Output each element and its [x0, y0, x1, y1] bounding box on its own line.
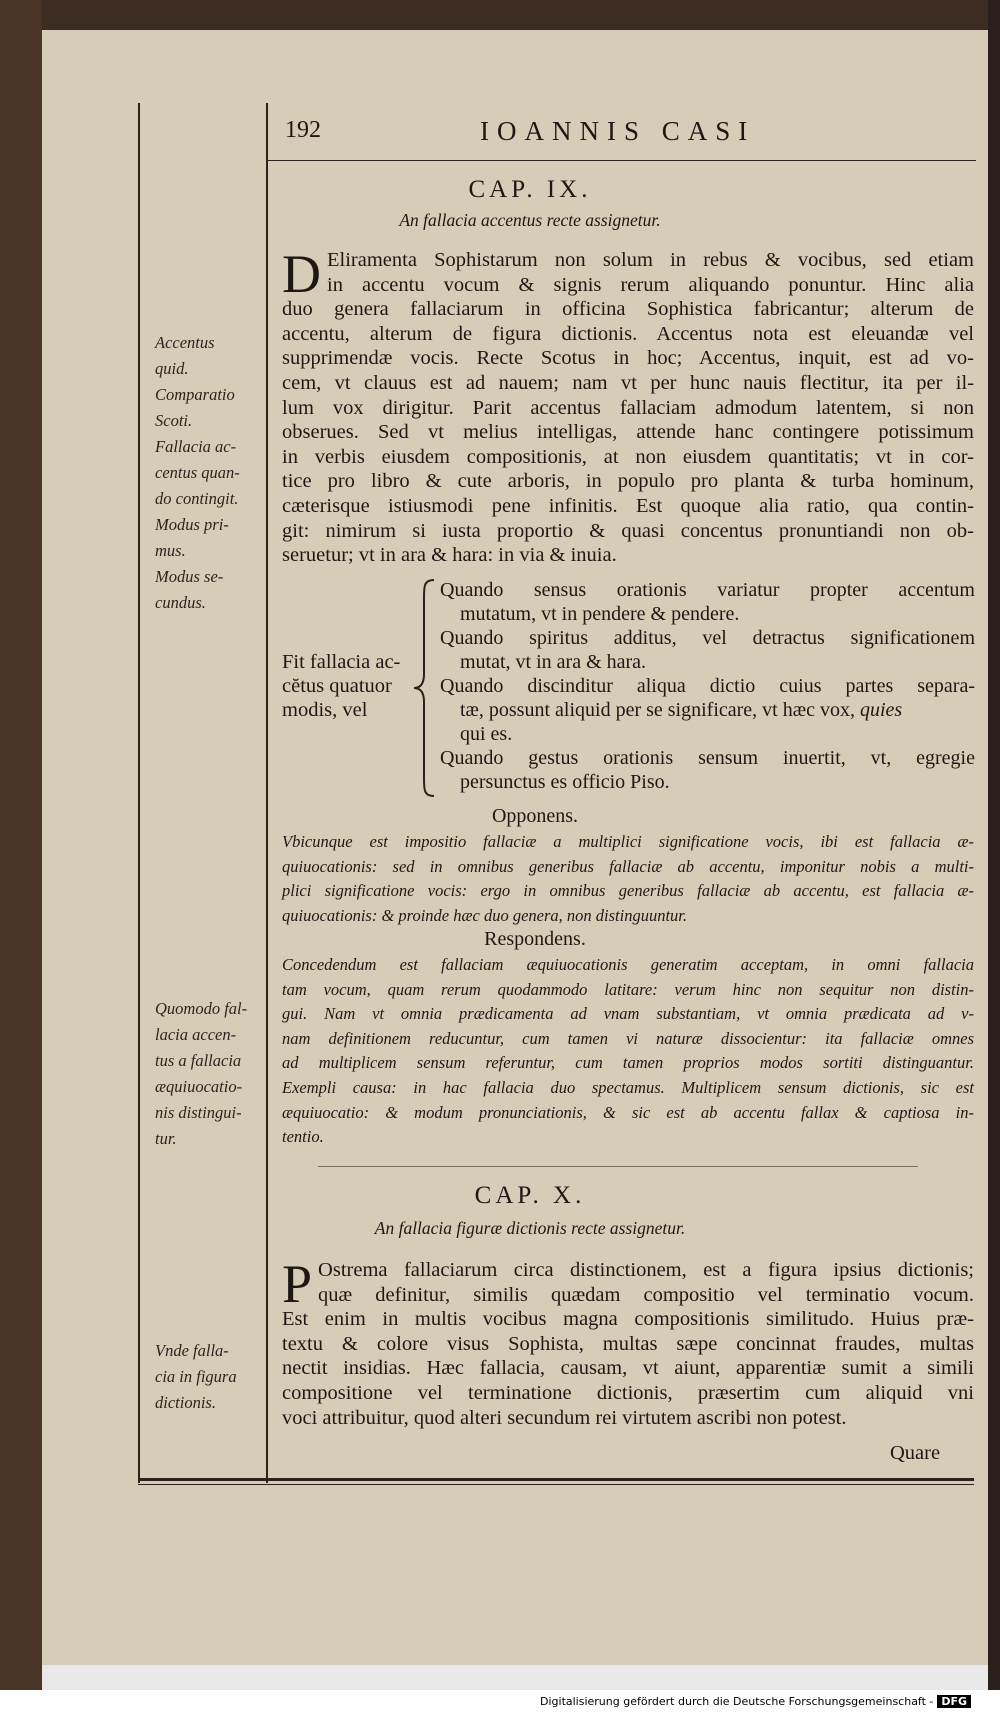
- respondens-heading: Respondens.: [484, 928, 586, 950]
- note-line: quid.: [155, 359, 189, 378]
- chapter-10-title: An fallacia figuræ dictionis recte assignetur.: [374, 1218, 686, 1238]
- text-line: voci attribuitur, quod alteri secundum rei virtutem ascribi non potest.: [282, 1406, 847, 1429]
- running-title: IOANNIS CASI: [480, 116, 756, 146]
- note-line: Vnde falla-: [155, 1341, 229, 1360]
- note-line: Modus pri-: [155, 515, 229, 534]
- table-line: mutatum, vt in pendere & pendere.: [460, 603, 740, 625]
- text-line: quiuocationis: sed in omnibus generibus fallaciæ ab accentu, imponitur nobis a multi-: [282, 856, 974, 876]
- scan-right-edge: [988, 0, 1000, 1715]
- note-line: Accentus: [155, 333, 215, 352]
- note-line: Quomodo fal-: [155, 999, 248, 1018]
- text-line: Vbicunque est impositio fallaciæ a multiplici significatione vocis, ibi est fallacia æ-: [282, 832, 974, 851]
- marginal-note-quomodo: [155, 996, 247, 1152]
- digitization-credit: [540, 1695, 971, 1708]
- text-line: cem, vt clauus est ad nauem; nam vt per hunc nauis flectitur, ita per il-: [282, 371, 974, 394]
- text-line: ad multiplicem sensum referuntur, cum tamen proprios modos sortiti distinguantur.: [282, 1053, 974, 1073]
- table-right-cases: [440, 578, 975, 794]
- table-left-label: [282, 650, 400, 722]
- note-line: Scoti.: [155, 411, 193, 430]
- text-line: in accentu vocum & signis rerum aliquando ponuntur. Hinc alia: [327, 273, 974, 296]
- bottom-rule-2: [138, 1484, 974, 1485]
- bottom-rule-1: [138, 1478, 974, 1481]
- text-line: Ostrema fallaciarum circa distinctionem, est a figura ipsius dictionis;: [318, 1259, 974, 1281]
- page-number: 192: [285, 117, 321, 143]
- note-line: æquiuocatio-: [155, 1077, 243, 1096]
- text-line: accentu, alterum de figura dictionis. Accentus nota est eleuandæ vel: [282, 322, 974, 345]
- text-line: Concedendum est fallaciam æquiuocationis generatim acceptam, in omni fallacia: [282, 955, 974, 974]
- dfg-logo: DFG: [937, 1695, 971, 1708]
- table-line: Quando discinditur aliqua dictio cuius partes separa-: [440, 675, 975, 697]
- chapter-divider: [318, 1166, 918, 1167]
- text-line: seruetur; vt in ara & hara: in via & inuia.: [282, 544, 617, 567]
- table-line: Quando spiritus additus, vel detractus significationem: [440, 627, 975, 649]
- text-line: Fit fallacia ac-: [282, 651, 401, 673]
- table-line: Quando gestus orationis sensum inuertit, vt, egregie: [440, 747, 975, 769]
- scan-left-edge: [0, 0, 42, 1715]
- text-line: nectit insidias. Hæc fallacia, causam, vt aiunt, apparentiæ sumit a simili: [282, 1357, 974, 1380]
- text-line: tice pro libro & cute arboris, in populo pro planta & turba hominum,: [282, 470, 974, 493]
- text-line: tentio.: [282, 1127, 324, 1147]
- respondens-text: [282, 953, 974, 1150]
- text-line: git: nimirum si iusta proportio & quasi concentus pronuntiandi non ob-: [282, 519, 974, 542]
- table-line: mutat, vt in ara & hara.: [460, 651, 647, 673]
- text-line: textu & colore visus Sophista, multas sæpe concinnat fraudes, multas: [282, 1332, 974, 1355]
- text-line: quiuocationis: & proinde hæc duo genera, non distinguuntur.: [282, 905, 687, 925]
- chapter-9-heading: CAP. IX.: [468, 176, 592, 203]
- chapter-10-heading: CAP. X.: [474, 1182, 586, 1209]
- note-line: Modus se-: [155, 567, 224, 586]
- text-line: Est enim in multis vocibus magna compositionis similitudo. Huius præ-: [282, 1308, 974, 1331]
- note-line: mus.: [155, 541, 186, 560]
- text-line: gui. Nam vt omnia prædicamenta ad vnam substantiam, vt omnia prædicata ad v-: [282, 1004, 974, 1024]
- chapter-10-paragraph: [282, 1254, 974, 1430]
- opponens-heading: Opponens.: [491, 805, 579, 827]
- text-line: in verbis eiusdem compositionis, at non eiusdem quantitatis; vt in cor-: [282, 445, 974, 468]
- chapter-9-paragraph: [282, 244, 974, 568]
- marginal-note-accentus: [155, 330, 240, 616]
- drop-cap: D: [282, 244, 321, 304]
- note-line: dictionis.: [155, 1393, 216, 1412]
- table-line: persunctus es officio Piso.: [460, 771, 670, 793]
- text-line: Exempli causa: in hac fallacia duo spectamus. Multiplicem sensum dictionis, sic est: [282, 1077, 974, 1097]
- note-line: tur.: [155, 1129, 177, 1148]
- note-line: centus quan-: [155, 463, 240, 482]
- text-line: lum vox dirigitur. Parit accentus fallaciam admodum latentem, si non: [282, 396, 974, 419]
- margin-rule-right: [266, 103, 268, 1483]
- curly-brace-icon: [412, 578, 438, 798]
- note-line: lacia accen-: [155, 1025, 237, 1044]
- text-line: compositione vel terminatione dictionis, præsertim cum aliquid vni: [282, 1381, 974, 1404]
- note-line: tus a fallacia: [155, 1051, 242, 1070]
- table-line-italic: quies: [859, 699, 903, 721]
- scan-top-edge: [0, 0, 1000, 32]
- chapter-9-title: An fallacia accentus recte assignetur.: [399, 210, 661, 230]
- text-line: cĕtus quatuor: [282, 675, 392, 697]
- text-line: cæterisque istiusmodi pene infinitis. Est quoque alia ratio, qua contin-: [282, 494, 974, 517]
- margin-rule-left: [138, 103, 140, 1483]
- text-line: nam definitionem reducuntur, cum tamen vi naturæ dissocientur: ita fallaciæ omnes: [282, 1028, 974, 1048]
- note-line: nis distingui-: [155, 1103, 242, 1122]
- marginal-note-vnde: [155, 1338, 237, 1416]
- drop-cap: P: [282, 1254, 313, 1314]
- note-line: cia in figura: [155, 1367, 237, 1386]
- header-rule: [268, 160, 976, 161]
- catchword: Quare: [890, 1442, 941, 1464]
- note-line: Comparatio: [155, 385, 235, 404]
- text-line: plici significatione vocis: ergo in omnibus generibus fallaciæ ab accentu, est fallacia æ-: [282, 881, 974, 901]
- note-line: cundus.: [155, 593, 206, 612]
- text-line: obserues. Sed vt melius intelligas, attende hanc contingere potissimum: [282, 421, 974, 444]
- table-line: qui es.: [460, 723, 513, 745]
- opponens-text: [282, 830, 974, 928]
- text-line: quæ definitur, similis quædam compositio vel terminatio vocum.: [318, 1283, 974, 1306]
- note-line: Fallacia ac-: [155, 437, 237, 456]
- text-line: duo genera fallaciarum in officina Sophistica fabricantur; alterum de: [282, 298, 974, 321]
- table-line-wrapper: [440, 698, 975, 722]
- text-line: Eliramenta Sophistarum non solum in rebus & vocibus, sed etiam: [327, 249, 974, 271]
- table-line: Quando sensus orationis variatur propter accentum: [440, 579, 975, 601]
- note-line: do contingit.: [155, 489, 239, 508]
- text-line: tam vocum, quam rerum quodammodo latitare: verum hinc non sequitur non distin-: [282, 979, 974, 999]
- credit-text: Digitalisierung gefördert durch die Deutsche Forschungsgemeinschaft -: [540, 1695, 934, 1708]
- text-line: æquiuocatio: & modum pronunciationis, & sic est ab accentu fallax & captiosa in-: [282, 1102, 974, 1122]
- text-line: modis, vel: [282, 699, 368, 721]
- text-line: supprimendæ vocis. Recte Scotus in hoc; Accentus, inquit, est ad vo-: [282, 347, 974, 370]
- table-line: tæ, possunt aliquid per se significare, vt hæc vox,: [460, 699, 855, 721]
